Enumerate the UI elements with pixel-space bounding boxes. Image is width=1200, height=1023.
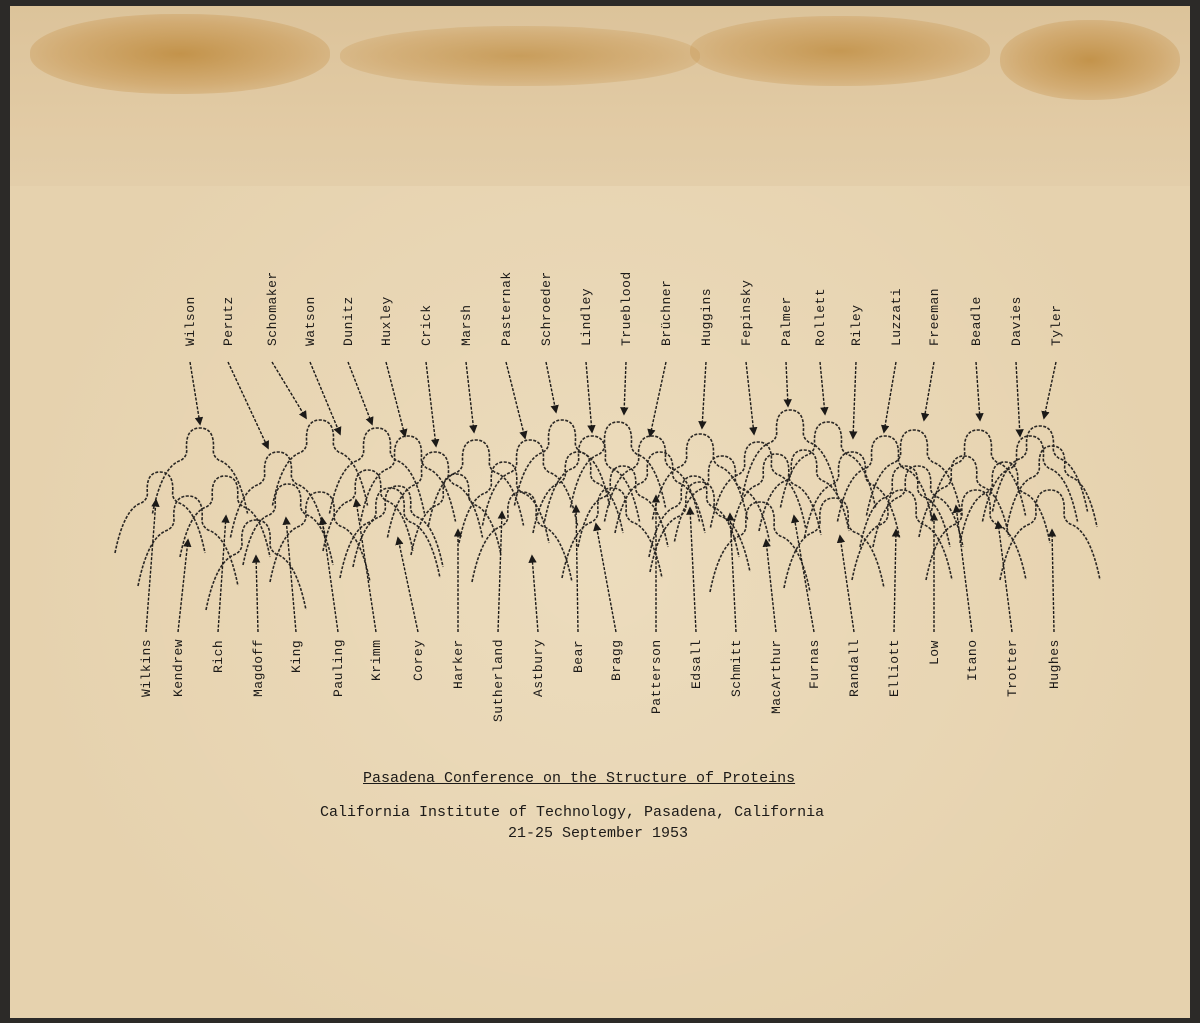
pointer-arrow <box>894 530 896 632</box>
person-silhouette <box>1007 446 1097 527</box>
top-name-label: Huggins <box>699 287 714 346</box>
bottom-name-label: Bragg <box>609 639 624 681</box>
top-name-label: Tyler <box>1049 304 1064 346</box>
bottom-name-label: Wilkins <box>139 639 154 698</box>
pointer-arrow <box>386 362 405 436</box>
person-silhouette <box>411 474 501 555</box>
pointer-arrow <box>348 362 372 424</box>
top-name-label: Marsh <box>459 304 474 346</box>
top-name-label: Schomaker <box>265 271 280 346</box>
pointer-arrow <box>272 362 306 418</box>
pointer-arrow <box>884 362 896 432</box>
top-name-label: Schroeder <box>539 271 554 346</box>
date-line: 21-25 September 1953 <box>508 825 689 842</box>
pointer-arrow <box>794 516 814 632</box>
bottom-name-label: Edsall <box>689 639 704 690</box>
pointer-arrow <box>228 362 268 448</box>
bottom-name-label: Kendrew <box>171 639 186 698</box>
person-silhouette <box>515 420 610 506</box>
top-name-label: Dunitz <box>341 296 356 346</box>
person-silhouette <box>483 440 578 526</box>
top-name-label: Trueblood <box>619 271 634 346</box>
top-name-label: Brüchner <box>659 279 674 346</box>
pointer-arrow <box>190 362 200 424</box>
pointer-arrow <box>690 508 696 632</box>
top-name-label: Huxley <box>379 296 394 346</box>
bottom-name-label: Hughes <box>1047 639 1062 690</box>
pointer-arrow <box>256 556 258 632</box>
pointer-arrow <box>924 362 934 420</box>
pointer-arrow <box>586 362 592 432</box>
bottom-name-label: Schmitt <box>729 639 744 698</box>
person-silhouette <box>361 436 456 522</box>
pointer-arrow <box>286 518 296 632</box>
bottom-name-label: Patterson <box>649 639 664 714</box>
pointer-arrow <box>546 362 556 412</box>
person-silhouette <box>153 428 248 514</box>
pointer-arrow <box>218 516 226 632</box>
top-name-label: Rollett <box>813 287 828 346</box>
bottom-name-label: Corey <box>411 639 426 681</box>
pointer-arrow <box>853 362 856 438</box>
person-silhouette <box>571 422 666 508</box>
pointer-arrow <box>498 512 502 632</box>
person-silhouette <box>605 436 700 522</box>
pointer-arrow <box>702 362 706 428</box>
person-silhouette <box>243 484 333 565</box>
bottom-name-label: Trotter <box>1005 639 1020 698</box>
pointer-arrow <box>650 362 666 436</box>
pointer-arrow <box>506 362 525 438</box>
pointer-arrow <box>624 362 626 414</box>
person-silhouette <box>960 462 1050 543</box>
institution-line: California Institute of Technology, Pasadena, California <box>320 804 825 821</box>
pointer-arrow <box>820 362 825 414</box>
bottom-name-label: Krimm <box>369 639 384 681</box>
top-name-label: Beadle <box>969 296 984 346</box>
pointer-arrow <box>976 362 980 420</box>
top-name-label: Davies <box>1009 296 1024 346</box>
person-silhouette <box>675 456 770 542</box>
bottom-name-label: King <box>289 639 304 673</box>
bottom-name-label: Low <box>927 639 942 665</box>
pointer-arrow <box>840 536 854 632</box>
pointer-arrow <box>766 540 776 632</box>
person-silhouette <box>867 430 962 516</box>
top-name-label: Lindley <box>579 287 594 346</box>
pointer-arrow <box>310 362 340 434</box>
top-name-label: Palmer <box>779 296 794 346</box>
pointer-arrow <box>730 514 736 632</box>
bottom-name-label: Itano <box>965 639 980 681</box>
bottom-name-label: Harker <box>451 639 466 690</box>
person-silhouette <box>340 488 440 578</box>
pointer-arrow <box>398 538 418 632</box>
bottom-name-label: Magdoff <box>251 639 266 698</box>
pointer-arrow <box>786 362 788 406</box>
person-silhouette <box>852 490 952 580</box>
top-name-label: Perutz <box>221 296 236 346</box>
pointer-arrow <box>1044 362 1056 418</box>
top-name-label: Luzzati <box>889 287 904 346</box>
top-name-label: Wilson <box>183 296 198 346</box>
top-name-label: Freeman <box>927 287 942 346</box>
person-silhouette <box>270 492 370 582</box>
person-silhouette <box>926 490 1026 580</box>
person-silhouette <box>206 520 306 610</box>
top-name-label: Crick <box>419 304 434 346</box>
top-name-label: Watson <box>303 296 318 346</box>
pointer-arrow <box>1052 530 1054 632</box>
bottom-name-label: Sutherland <box>491 638 506 722</box>
bottom-name-label: Astbury <box>531 639 546 698</box>
bottom-name-label: MacArthur <box>769 639 784 714</box>
pointer-arrow <box>466 362 474 432</box>
conference-title: Pasadena Conference on the Structure of Proteins <box>363 770 796 787</box>
top-name-label: Riley <box>849 304 864 346</box>
pointer-arrow <box>426 362 436 446</box>
bottom-name-label: Rich <box>211 639 226 673</box>
pointer-arrow <box>1016 362 1020 436</box>
bottom-name-label: Pauling <box>331 639 346 698</box>
person-silhouette <box>650 482 750 572</box>
top-name-label: Fepinsky <box>739 279 754 346</box>
person-silhouette <box>710 502 810 592</box>
pointer-arrow <box>596 524 616 632</box>
top-name-label: Pasternak <box>499 271 514 346</box>
pointer-arrow <box>146 500 156 632</box>
bottom-name-label: Furnas <box>807 639 822 690</box>
person-silhouette <box>323 470 413 551</box>
bottom-name-label: Bear <box>571 639 586 673</box>
bottom-name-label: Randall <box>847 639 862 698</box>
pointer-arrow <box>532 556 538 632</box>
person-silhouette <box>115 472 205 553</box>
pointer-arrow <box>178 540 188 632</box>
bottom-name-label: Elliott <box>887 639 902 698</box>
person-silhouette <box>330 428 425 514</box>
pointer-arrow <box>746 362 754 434</box>
